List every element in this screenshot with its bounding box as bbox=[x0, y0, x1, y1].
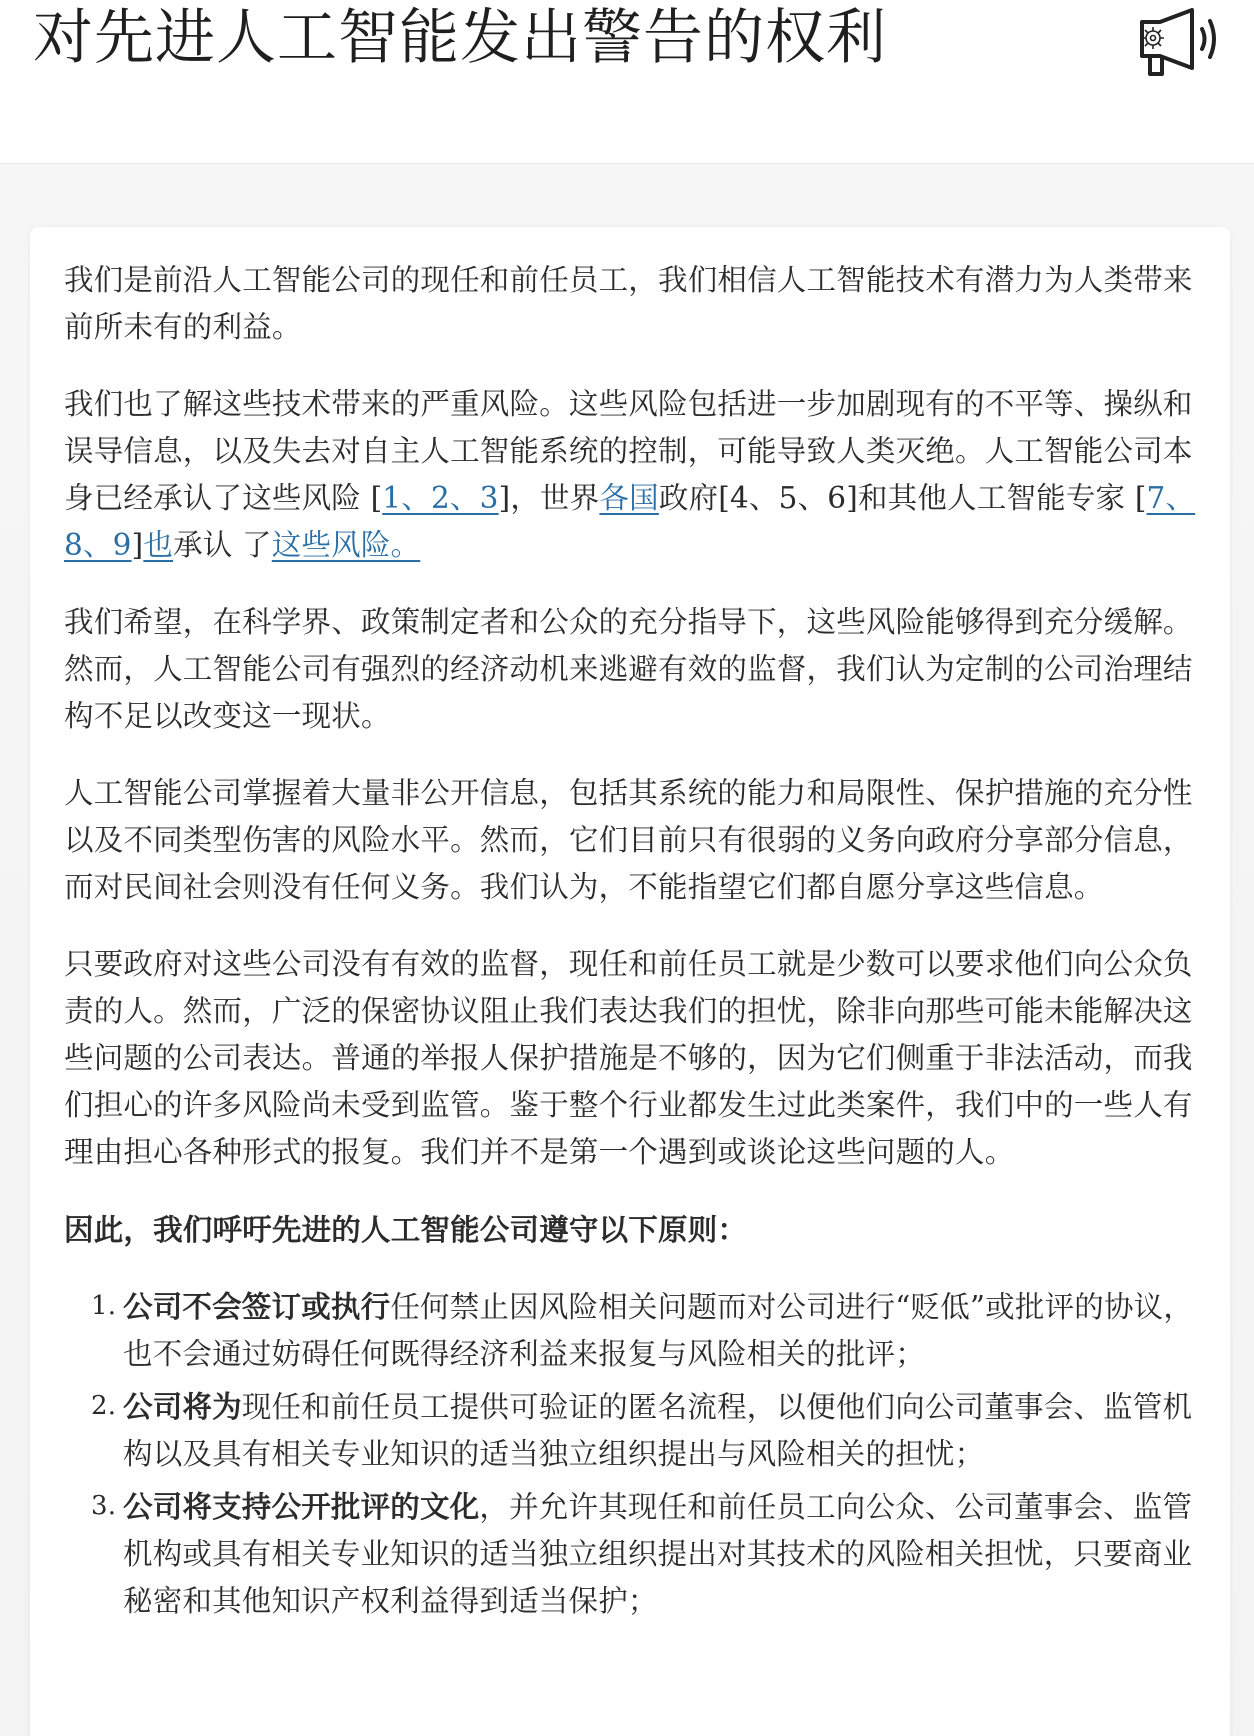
page-title: 对先进人工智能发出警告的权利 bbox=[33, 3, 887, 73]
these-risks-link[interactable]: 这些风险。 bbox=[271, 528, 421, 562]
letter-body bbox=[64, 257, 1204, 1630]
principle-lead: 公司将支持公开批评的文化 bbox=[123, 1489, 480, 1524]
principle-lead: 公司不会签订或执行 bbox=[123, 1289, 391, 1324]
megaphone-icon[interactable] bbox=[1138, 2, 1224, 76]
principle-item-1 bbox=[91, 1283, 1204, 1378]
paragraph-oversight: 只要政府对这些公司没有有效的监督，现任和前任员工就是少数可以要求他们向公众负责的人。然而，广泛的保密协议阻止我们表达我们的担忧，除非向那些可能未能解决这些问题的公司表达。普通的举报人保护措施是不够的，因为它们侧重于非法活动，而我们担心的许多风险尚未受到监管。鉴于整个行业都发生过此类案件，我们中的一些人有理由担心各种形式的报复。我们并不是第一个遇到或谈论这些问题的人。 bbox=[64, 947, 1193, 1169]
principle-lead: 公司将为 bbox=[123, 1389, 242, 1424]
citation-4-5-6: 4、5、6 bbox=[729, 481, 847, 515]
list-number: 2. bbox=[91, 1391, 117, 1421]
list-number: 1. bbox=[91, 1291, 117, 1321]
governments-link[interactable]: 各国 bbox=[599, 481, 659, 515]
principle-text: 现任和前任员工提供可验证的匿名流程，以便他们向公司董事会、监管机构以及具有相关专业知识的适当独立组织提出与风险相关的担忧； bbox=[123, 1390, 1193, 1471]
principle-text: 任何禁止因风险相关问题而对公司进行“贬低”或批评的协议，也不会通过妨碍任何既得经济利益来报复与风险相关的批评； bbox=[123, 1290, 1194, 1371]
paragraph-information: 人工智能公司掌握着大量非公开信息，包括其系统的能力和局限性、保护措施的充分性以及不同类型伤害的风险水平。然而，它们目前只有很弱的义务向政府分享部分信息，而对民间社会则没有任何义务。我们认为，不能指望它们都自愿分享这些信息。 bbox=[64, 776, 1193, 904]
principles-list bbox=[64, 1283, 1204, 1625]
also-link[interactable]: 也 bbox=[143, 528, 174, 562]
paragraph-risks: 我们也了解这些技术带来的严重风险。这些风险包括进一步加剧现有的不平等、操纵和误导信息，以及失去对自主人工智能系统的控制，可能导致人类灭绝。人工智能公司本身已经承认了这些风险 [1、2、3]，世界各国政府[4、5、6]和其他人工智能专家 [7、8、9]也承认 了这些风险。 bbox=[64, 387, 1196, 562]
paragraph-intro: 我们是前沿人工智能公司的现任和前任员工，我们相信人工智能技术有潜力为人类带来前所未有的利益。 bbox=[64, 263, 1193, 344]
principle-text: ，并允许其现任和前任员工向公众、公司董事会、监管机构或具有相关专业知识的适当独立组织提出对其技术的风险相关担忧，只要商业秘密和其他知识产权利益得到适当保护； bbox=[123, 1490, 1193, 1618]
list-number: 3. bbox=[91, 1491, 117, 1521]
paragraph-hope: 我们希望，在科学界、政策制定者和公众的充分指导下，这些风险能够得到充分缓解。然而，人工智能公司有强烈的经济动机来逃避有效的监督，我们认为定制的公司治理结构不足以改变这一现状。 bbox=[64, 605, 1193, 733]
principle-item-3 bbox=[91, 1483, 1204, 1625]
citation-link-1-2-3[interactable]: 1、2、3 bbox=[382, 481, 499, 515]
page-header bbox=[0, 0, 1254, 164]
principle-item-2 bbox=[91, 1383, 1204, 1478]
citation-link-7-8-9[interactable]: 7、8、9 bbox=[64, 481, 1196, 562]
principles-lead: 因此，我们呼吁先进的人工智能公司遵守以下原则： bbox=[64, 1212, 748, 1247]
